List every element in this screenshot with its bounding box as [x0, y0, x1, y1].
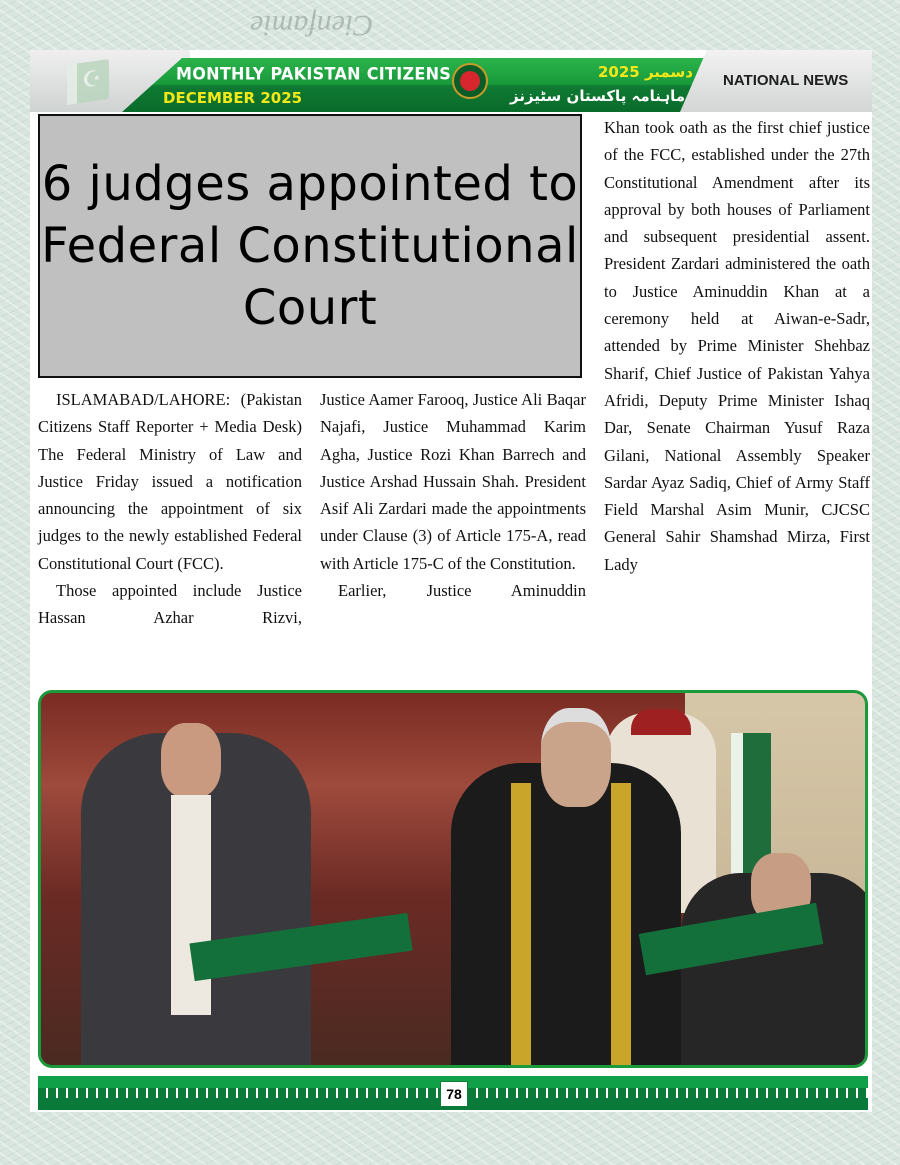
issue-date: DECEMBER 2025	[163, 89, 303, 107]
magazine-title: MONTHLY PAKISTAN CITIZENS	[176, 63, 452, 84]
photo-person-chief-justice	[451, 763, 681, 1068]
article-paragraph: Those appointed include Justice Hassan Azhar Rizvi,	[38, 581, 302, 628]
magazine-title-urdu: ماہنامہ پاکستان سٹیزنز	[510, 87, 686, 105]
photo-person-seated	[681, 873, 868, 1068]
pakistan-flag-icon	[67, 59, 109, 105]
person-head	[541, 708, 611, 807]
robe-stripe	[511, 783, 531, 1068]
headline-box	[38, 114, 582, 378]
person-head	[161, 723, 221, 798]
photo-person-president	[81, 733, 311, 1068]
robe-stripe	[611, 783, 631, 1068]
background-watermark: Cienfamie	[250, 9, 374, 42]
article-paragraph: ISLAMABAD/LAHORE: (Pakistan Citizens Staff Reporter + Media Desk) The Federal Ministry of Law and Justice Friday issued a notification announcing the appointment of six judges to the newly established Federal Constitutional Court (FCC).	[38, 390, 302, 573]
article-paragraph: Justice Aamer Farooq, Justice Ali Baqar Najafi, Justice Muhammad Karim Agha, Justice Rozi Khan Barrech and Justice Arshad Hussain Shah. President Asif Ali Zardari made the appointments under Clause (3) of Article 175-A, read with Article 175-C of the Constitution.	[320, 390, 586, 573]
article-headline: 6 judges appointed to Federal Constitutional Court	[41, 156, 579, 336]
article-paragraph: Earlier, Justice Aminuddin	[338, 581, 586, 601]
article-column-2	[320, 386, 586, 604]
article-column-3	[604, 114, 870, 578]
page-number: 78	[440, 1081, 468, 1107]
person-shirt	[171, 795, 211, 1015]
article-paragraph: Khan took oath as the first chief justice of the FCC, established under the 27th Constitutional Amendment after its approval by both houses of Parliament and subsequent presidential assent. President Zardari administered the oath to Justice Aminuddin Khan at a ceremony held at Aiwan-e-Sadr, attended by Prime Minister Shehbaz Sharif, Chief Justice of Pakistan Yahya Afridi, Deputy Prime Minister Ishaq Dar, Senate Chairman Yusuf Raza Gilani, National Assembly Speaker Sardar Ayaz Sadiq, Chief of Army Staff Field Marshal Asim Munir, CJCSC General Sahir Shamshad Mirza, First Lady	[604, 118, 870, 574]
page-header	[30, 50, 872, 112]
issue-date-urdu: دسمبر 2025	[598, 63, 693, 81]
guard-cap	[631, 709, 691, 735]
article-column-1	[38, 386, 302, 632]
magazine-page	[30, 50, 872, 1112]
oath-ceremony-photo	[38, 690, 868, 1068]
page-footer	[38, 1076, 868, 1110]
section-label: NATIONAL NEWS	[723, 72, 849, 89]
magazine-logo-icon	[452, 63, 488, 99]
